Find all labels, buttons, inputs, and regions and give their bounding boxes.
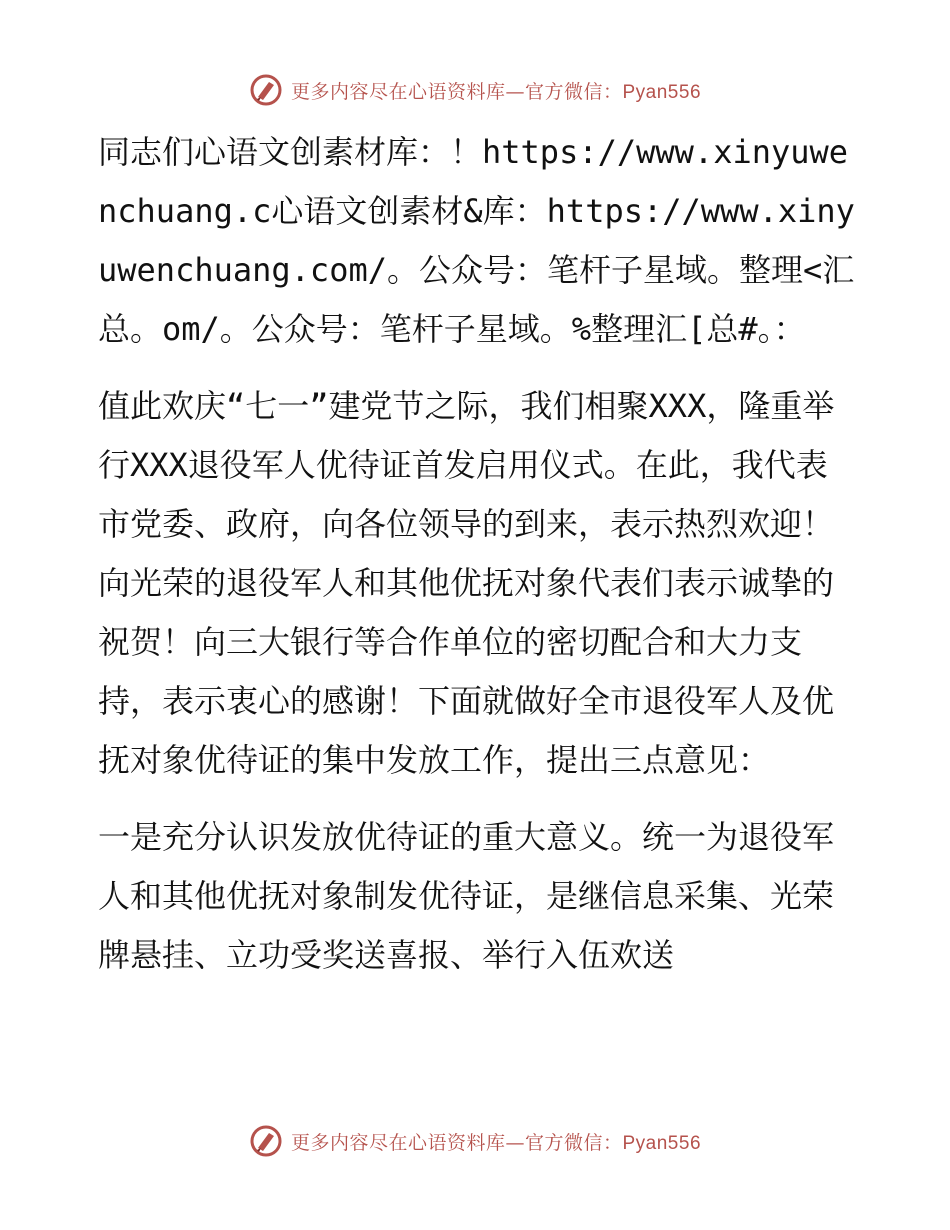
- header-banner: [0, 70, 950, 110]
- header-banner-text: 更多内容尽在心语资料库—官方微信：Pyan556: [290, 80, 702, 103]
- footer-banner-text: 更多内容尽在心语资料库—官方微信：Pyan556: [290, 1131, 702, 1154]
- footer-banner-handle: Pyan556: [622, 1132, 702, 1154]
- paragraph-3: 一是充分认识发放优待证的重大意义。统一为退役军人和其他优抚对象制发优待证，是继信息采集、光荣牌悬挂、立功受奖送喜报、举行入伍欢送: [98, 818, 835, 974]
- red-seal-logo-icon: [249, 73, 283, 107]
- footer-banner: [0, 1121, 950, 1161]
- paragraph-1: 同志们心语文创素材库：！https://www.xinyuwenchuang.c心语文创素材&库：https://www.xinyuwenchuang.com/。公众号：笔杆子星域。整理<汇总。om/。公众号：笔杆子星域。%整理汇[总#。：: [98, 133, 855, 348]
- red-seal-logo-icon: [249, 1124, 283, 1158]
- document-body: [98, 123, 858, 1003]
- header-banner-handle: Pyan556: [622, 81, 702, 103]
- paragraph-2: 值此欢庆“七一”建党节之际，我们相聚XXX，隆重举行XXX退役军人优待证首发启用仪式。在此，我代表市党委、政府，向各位领导的到来，表示热烈欢迎！向光荣的退役军人和其他优抚对象代表们表示诚挚的祝贺！向三大银行等合作单位的密切配合和大力支持，表示衷心的感谢！下面就做好全市退役军人及优抚对象优待证的集中发放工作，提出三点意见：: [98, 387, 835, 779]
